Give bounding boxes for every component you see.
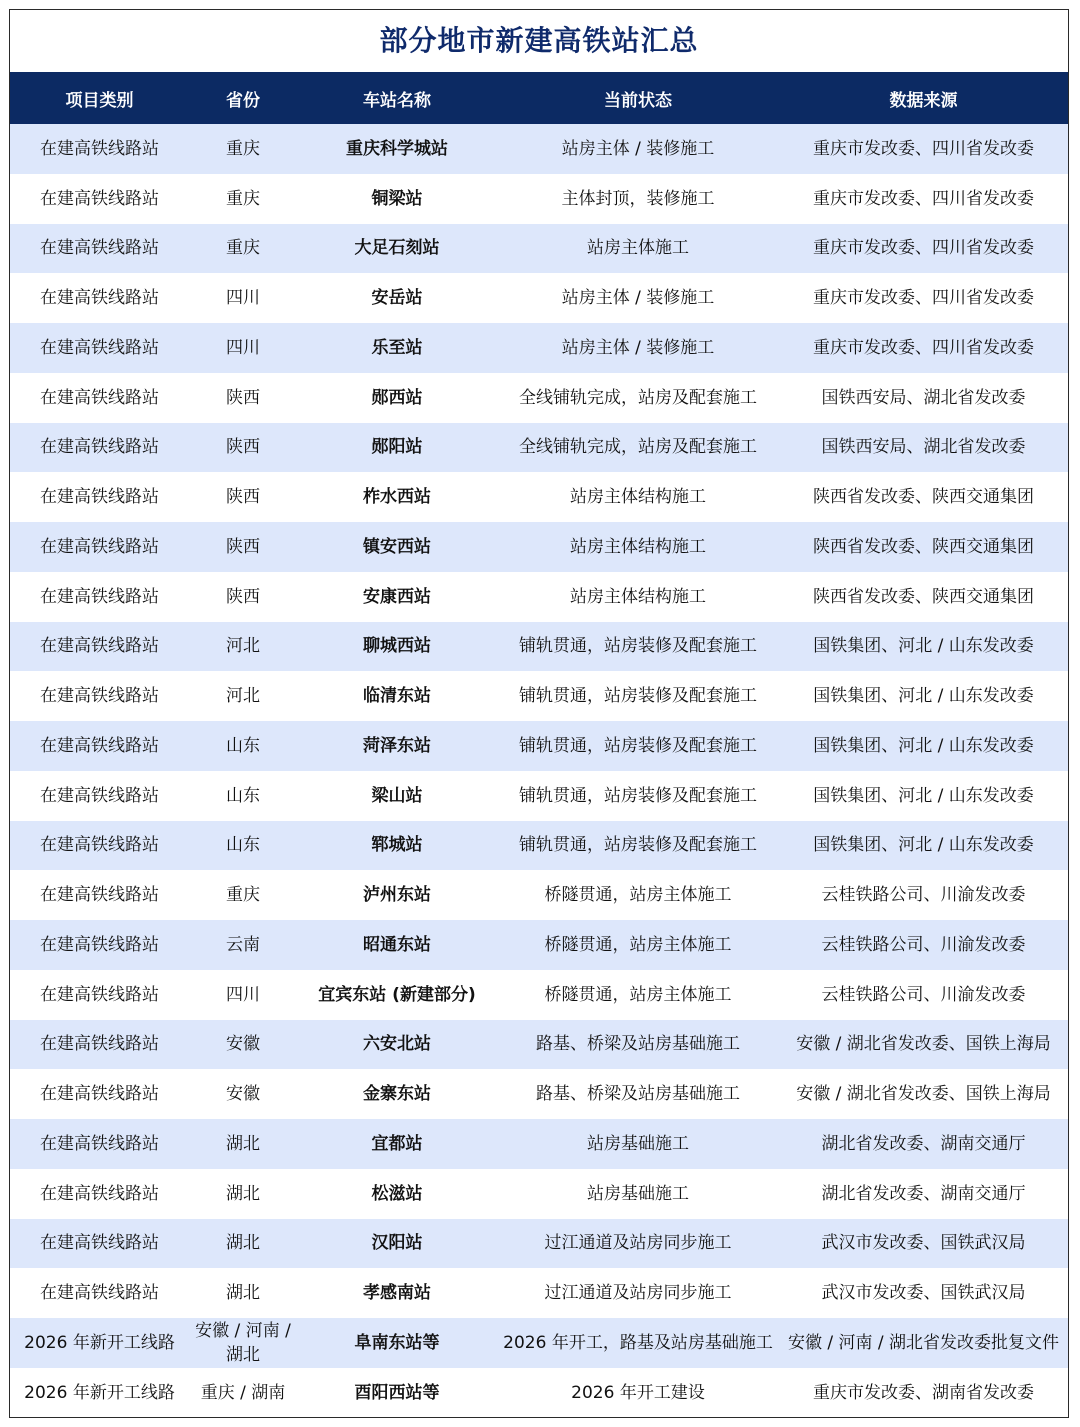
table-row [10,970,1068,1020]
cell-status: 站房基础施工 [587,1183,689,1204]
cell-category: 在建高铁线路站 [40,387,159,408]
cell-category: 在建高铁线路站 [40,885,159,906]
cell-source: 武汉市发改委、国铁武汉局 [821,1233,1026,1254]
cell-status: 站房主体结构施工 [570,536,706,557]
table-row [10,323,1068,373]
cell-status: 全线铺轨完成，站房及配套施工 [519,437,757,458]
table-row [10,771,1068,821]
cell-category: 在建高铁线路站 [40,934,159,955]
cell-station-name: 泸州东站 [363,885,431,906]
cell-status: 全线铺轨完成，站房及配套施工 [519,387,757,408]
cell-station-name: 菏泽东站 [363,735,431,756]
cell-category: 在建高铁线路站 [40,586,159,607]
cell-status: 站房主体结构施工 [570,487,706,508]
cell-station-name: 重庆科学城站 [346,138,448,159]
cell-province: 山东 [226,735,260,756]
cell-category: 在建高铁线路站 [40,1133,159,1154]
cell-status: 路基、桥梁及站房基础施工 [536,1034,740,1055]
header-station-name: 车站名称 [363,90,431,111]
cell-province: 陕西 [226,536,260,557]
table-row [10,1219,1068,1269]
cell-province: 四川 [226,984,260,1005]
cell-source: 云桂铁路公司、川渝发改委 [821,885,1026,906]
cell-source: 安徽 / 湖北省发改委、国铁上海局 [796,1084,1051,1105]
cell-province: 山东 [226,785,260,806]
cell-category: 在建高铁线路站 [40,984,159,1005]
cell-source: 国铁西安局、湖北省发改委 [821,387,1026,408]
cell-status: 站房基础施工 [587,1133,689,1154]
cell-source: 国铁西安局、湖北省发改委 [821,437,1026,458]
cell-station-name: 松滋站 [371,1183,423,1204]
table-row [10,224,1068,274]
cell-category: 在建高铁线路站 [40,636,159,657]
cell-source: 陕西省发改委、陕西交通集团 [813,536,1034,557]
cell-station-name: 郧阳站 [371,437,423,458]
cell-province: 云南 [226,934,260,955]
table-row [10,622,1068,672]
cell-province: 陕西 [226,586,260,607]
cell-category: 在建高铁线路站 [40,487,159,508]
table-row [10,721,1068,771]
cell-category: 在建高铁线路站 [40,536,159,557]
cell-province: 湖北 [226,1283,260,1304]
cell-category: 在建高铁线路站 [40,1084,159,1105]
cell-station-name: 宜宾东站 (新建部分) [318,984,476,1005]
cell-province: 安徽 [226,1084,260,1105]
table-row [10,870,1068,920]
cell-station-name: 铜梁站 [371,188,423,209]
cell-category: 在建高铁线路站 [40,437,159,458]
cell-province: 河北 [226,686,260,707]
cell-category: 在建高铁线路站 [40,1233,159,1254]
cell-province: 陕西 [226,437,260,458]
cell-status: 过江通道及站房同步施工 [544,1283,732,1304]
cell-province: 安徽 / 河南 / 湖北 [195,1320,291,1365]
cell-category: 在建高铁线路站 [40,288,159,309]
cell-station-name: 孝感南站 [363,1283,431,1304]
cell-category: 在建高铁线路站 [40,785,159,806]
cell-status: 铺轨贯通，站房装修及配套施工 [519,835,757,856]
table-row [10,1368,1068,1418]
cell-category: 在建高铁线路站 [40,188,159,209]
header-category: 项目类别 [65,90,134,111]
cell-status: 路基、桥梁及站房基础施工 [536,1084,740,1105]
table-row [10,423,1068,473]
cell-station-name: 昭通东站 [363,934,431,955]
cell-source: 国铁集团、河北 / 山东发改委 [813,636,1034,657]
cell-source: 重庆市发改委、四川省发改委 [813,138,1034,159]
cell-status: 铺轨贯通，站房装修及配套施工 [519,735,757,756]
cell-source: 重庆市发改委、四川省发改委 [813,337,1034,358]
cell-station-name: 柞水西站 [363,487,431,508]
cell-province: 湖北 [226,1183,260,1204]
header-status: 当前状态 [604,90,672,111]
cell-category: 在建高铁线路站 [40,1034,159,1055]
table-row [10,1318,1068,1368]
table-row [10,124,1068,174]
cell-source: 陕西省发改委、陕西交通集团 [813,487,1034,508]
table-row [10,1169,1068,1219]
table-row [10,572,1068,622]
table-row [10,174,1068,224]
cell-source: 国铁集团、河北 / 山东发改委 [813,686,1034,707]
cell-province: 山东 [226,835,260,856]
cell-source: 重庆市发改委、湖南省发改委 [813,1382,1034,1403]
cell-station-name: 大足石刻站 [354,238,440,259]
cell-source: 湖北省发改委、湖南交通厅 [821,1183,1026,1204]
cell-source: 国铁集团、河北 / 山东发改委 [813,835,1034,856]
cell-station-name: 金寨东站 [363,1084,431,1105]
table-row [10,1069,1068,1119]
table-row [10,273,1068,323]
cell-status: 2026 年开工，路基及站房基础施工 [503,1332,773,1353]
table-row [10,821,1068,871]
header-province: 省份 [226,90,260,111]
cell-source: 武汉市发改委、国铁武汉局 [821,1283,1026,1304]
cell-province: 重庆 [226,138,260,159]
cell-station-name: 梁山站 [371,785,423,806]
cell-source: 重庆市发改委、四川省发改委 [813,288,1034,309]
cell-station-name: 郓城站 [371,835,423,856]
cell-station-name: 镇安西站 [363,536,431,557]
cell-station-name: 宜都站 [371,1133,423,1154]
cell-station-name: 乐至站 [371,337,423,358]
cell-status: 站房主体 / 装修施工 [561,337,715,358]
cell-station-name: 临清东站 [363,686,431,707]
cell-province: 陕西 [226,387,260,408]
cell-province: 重庆 [226,885,260,906]
cell-status: 2026 年开工建设 [571,1382,705,1403]
cell-province: 重庆 [226,238,260,259]
cell-category: 在建高铁线路站 [40,337,159,358]
table-row [10,1020,1068,1070]
cell-station-name: 安康西站 [363,586,431,607]
cell-category: 在建高铁线路站 [40,1283,159,1304]
cell-province: 重庆 / 湖南 [200,1382,286,1403]
table-body [10,124,1068,1418]
table-row [10,671,1068,721]
cell-source: 云桂铁路公司、川渝发改委 [821,984,1026,1005]
cell-status: 过江通道及站房同步施工 [544,1233,732,1254]
cell-status: 桥隧贯通，站房主体施工 [544,984,732,1005]
table-container [9,9,1069,1418]
table-row [10,373,1068,423]
cell-source: 国铁集团、河北 / 山东发改委 [813,785,1034,806]
cell-province: 陕西 [226,487,260,508]
cell-status: 铺轨贯通，站房装修及配套施工 [519,785,757,806]
table-row [10,522,1068,572]
cell-category: 在建高铁线路站 [40,138,159,159]
cell-station-name: 安岳站 [371,288,423,309]
cell-station-name: 六安北站 [363,1034,431,1055]
cell-category: 2026 年新开工线路 [24,1382,175,1403]
cell-status: 铺轨贯通，站房装修及配套施工 [519,636,757,657]
cell-source: 云桂铁路公司、川渝发改委 [821,934,1026,955]
cell-source: 重庆市发改委、四川省发改委 [813,238,1034,259]
cell-category: 在建高铁线路站 [40,735,159,756]
cell-source: 安徽 / 湖北省发改委、国铁上海局 [796,1034,1051,1055]
cell-category: 在建高铁线路站 [40,1183,159,1204]
cell-source: 安徽 / 河南 / 湖北省发改委批复文件 [787,1332,1060,1353]
cell-station-name: 阜南东站等 [354,1332,440,1353]
cell-province: 河北 [226,636,260,657]
cell-category: 2026 年新开工线路 [24,1332,175,1353]
table-header [10,72,1068,124]
table-row [10,1268,1068,1318]
cell-source: 陕西省发改委、陕西交通集团 [813,586,1034,607]
cell-province: 湖北 [226,1233,260,1254]
cell-province: 四川 [226,337,260,358]
cell-category: 在建高铁线路站 [40,238,159,259]
cell-station-name: 聊城西站 [363,636,431,657]
table-row [10,1119,1068,1169]
cell-status: 站房主体 / 装修施工 [561,138,715,159]
cell-status: 桥隧贯通，站房主体施工 [544,885,732,906]
cell-status: 铺轨贯通，站房装修及配套施工 [519,686,757,707]
cell-province: 四川 [226,288,260,309]
cell-province: 安徽 [226,1034,260,1055]
cell-category: 在建高铁线路站 [40,835,159,856]
cell-status: 站房主体 / 装修施工 [561,288,715,309]
header-source: 数据来源 [889,90,958,111]
table-row [10,472,1068,522]
cell-category: 在建高铁线路站 [40,686,159,707]
cell-source: 重庆市发改委、四川省发改委 [813,188,1034,209]
cell-station-name: 郧西站 [371,387,423,408]
cell-province: 重庆 [226,188,260,209]
cell-source: 湖北省发改委、湖南交通厅 [821,1133,1026,1154]
cell-source: 国铁集团、河北 / 山东发改委 [813,735,1034,756]
cell-province: 湖北 [226,1133,260,1154]
cell-station-name: 酉阳西站等 [354,1382,440,1403]
table-row [10,920,1068,970]
page-title: 部分地市新建高铁站汇总 [379,24,699,57]
cell-status: 主体封顶，装修施工 [561,188,715,209]
cell-status: 站房主体施工 [587,238,689,259]
cell-status: 桥隧贯通，站房主体施工 [544,934,732,955]
cell-status: 站房主体结构施工 [570,586,706,607]
cell-station-name: 汉阳站 [371,1233,423,1254]
